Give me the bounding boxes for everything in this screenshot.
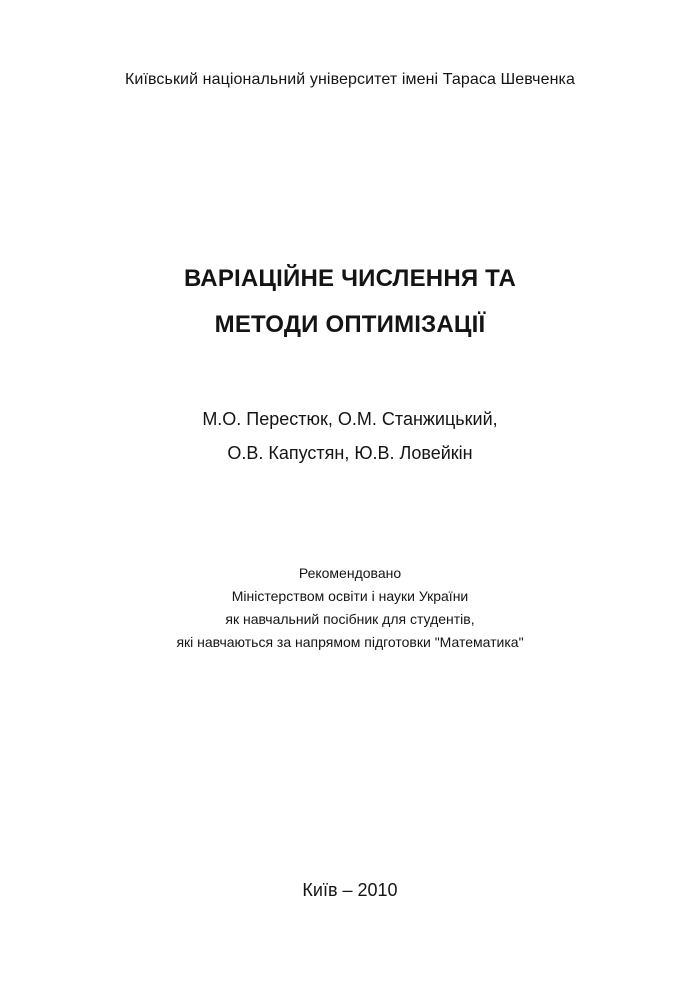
university-name: Київський національний університет імені Тараса Шевченка bbox=[125, 71, 575, 88]
recommendation-line-2: Міністерством освіти і науки України bbox=[231, 588, 469, 604]
authors-line-2: О.В. Капустян, Ю.В. Ловейкін bbox=[227, 443, 473, 463]
book-title-line-1: ВАРІАЦІЙНЕ ЧИСЛЕННЯ ТА bbox=[183, 265, 517, 292]
recommendation-line-4: які навчаються за напрямом підготовки "Математика" bbox=[176, 634, 524, 650]
book-title-line-2: МЕТОДИ ОПТИМІЗАЦІЇ bbox=[214, 311, 486, 338]
authors-line-1: М.О. Перестюк, О.М. Станжицький, bbox=[202, 409, 498, 429]
city-year: Київ – 2010 bbox=[302, 880, 398, 900]
recommendation-line-1: Рекомендовано bbox=[298, 565, 402, 581]
recommendation-line-3: як навчальний посібник для студентів, bbox=[225, 611, 475, 627]
